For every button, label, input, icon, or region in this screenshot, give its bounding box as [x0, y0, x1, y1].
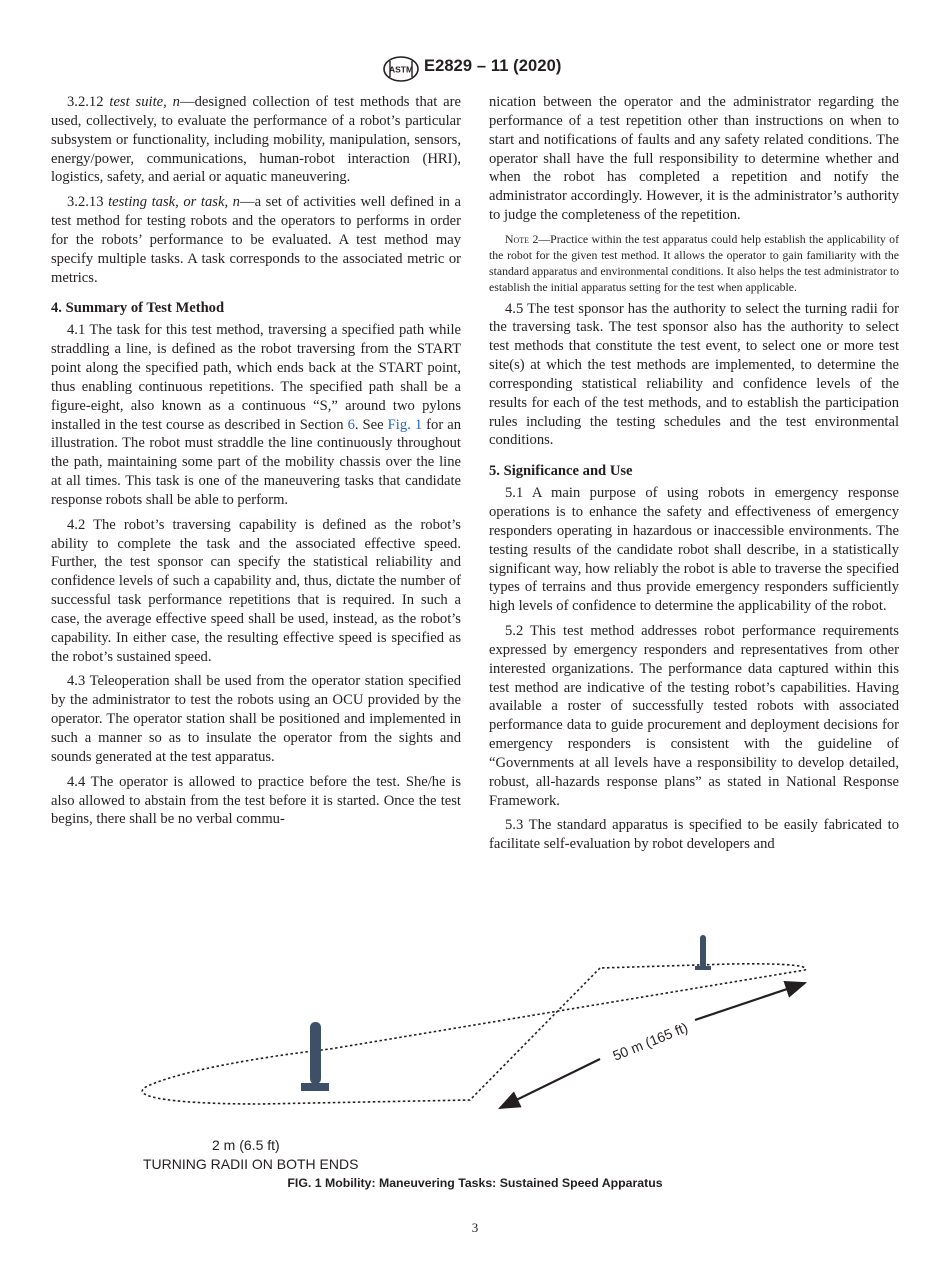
paragraph-4-4-end: nication between the operator and the administrator regarding the performance of a test repetition other than instructions on when to start and notifications of faults and any safety related conditions. The operator shall have the full responsibility to determine whether and when the robot has completed a repetition and notify the administrator accordingly. However, it is the administrator’s authority to judge the completeness of the repetition.	[489, 94, 899, 224]
paragraph-5-3-start: 5.3 The standard apparatus is specified to be easily fabricated to facilitate self-evaluation by robot developers and	[489, 817, 899, 853]
paragraph-4-2: 4.2 The robot’s traversing capability is defined as the robot’s ability to complete the task and the associated effective speed. Further, the test sponsor can specify the statistical reliability and confidence levels of such a capability and, thus, dictate the number of successful task performance repetitions that is required. In such a case, the average effective speed shall be used, instead, as the robot’s capability. In either case, the resulting effective speed is specified as the robot’s sustained speed.	[51, 516, 461, 665]
section-4-heading: 4. Summary of Test Method	[51, 300, 225, 317]
right-column	[489, 93, 899, 854]
section-6-link[interactable]: 6	[347, 416, 355, 433]
figure-eight-path	[142, 964, 806, 1104]
svg-text:ASTM: ASTM	[388, 64, 414, 75]
note-2: Note 2—Practice within the test apparatus could help establish the applicability of the robot for the given test method. It allows the operator to gain familiarity with the standard apparatus and environmental conditions. It also helps the test administrator to establish the initial apparatus setting for the test when applicable.	[489, 231, 899, 294]
figure-1-diagram	[0, 925, 950, 1185]
page-header	[0, 56, 950, 82]
page-number: 3	[471, 1220, 479, 1235]
left-pylon-base	[301, 1083, 329, 1091]
right-pylon-base	[695, 966, 711, 970]
paragraph-4-4-start: 4.4 The operator is allowed to practice before the test. She/he is also allowed to abstain from the test before it is started. Once the test begins, there shall be no verbal commu-	[51, 773, 461, 828]
paragraph-4-1: 4.1 The task for this test method, traversing a specified path while straddling a line, is defined as the robot traversing from the START point along the specified path, which ends back at the START point, thus enabling continuous repetitions. The specified path shall be a figure-eight, also known as a continuous “S,” around two pylons installed in the test course as described in Section 6. See Fig. 1 for an illustration. The robot must straddle the line continuously throughout the path, maintaining some part of the mobility chassis over the line at all times. This task is one of the maneuvering tasks that candidate response robots shall be able to perform.	[51, 322, 462, 508]
left-pylon	[301, 1022, 329, 1091]
distance-arrow-lower	[500, 1059, 600, 1108]
paragraph-5-1: 5.1 A main purpose of using robots in emergency response operations is to enhance the safety and effectiveness of emergency responders operating in hazardous or inaccessible environments. The testing results of the candidate robot shall describe, in a statistically significant way, how reliably the robot is able to traverse the specified types of terrains and thus provide emergency responders sufficiently high levels of confidence to determine the applicability of the robot.	[489, 485, 899, 615]
figure-caption: FIG. 1 Mobility: Maneuvering Tasks: Sustained Speed Apparatus	[287, 1176, 663, 1190]
radius-label: 2 m (6.5 ft)	[212, 1137, 280, 1153]
left-column	[51, 93, 461, 829]
fig-1-link[interactable]: Fig. 1	[387, 416, 423, 433]
paragraph-4-5: 4.5 The test sponsor has the authority to select the turning radii for the traversing task. The test sponsor also has the authority to select test methods that constitute the test event, to select one or more test site(s) at which the test methods are implemented, to determine the corresponding statistical reliability and confidence levels of the results for each of the test methods, and to establish the participation rules including the testing schedules and the test environmental conditions.	[489, 300, 899, 449]
distance-arrow-upper	[695, 983, 805, 1020]
paragraph-3-2-12: 3.2.12 test suite, n—designed collection of test methods that are used, collectively, to evaluate the performance of a robot’s particular subsystem or functionality, including mobility, manipulation, sensors, energy/power, communications, human-robot interaction (HRI), logistics, safety, and aerial or aquatic maneuvering.	[51, 94, 461, 186]
paragraph-4-3: 4.3 Teleoperation shall be used from the operator station specified by the administrator to test the robots using an OCU provided by the operator. The operator station shall be positioned and implemented in such a manner so as to insulate the operator from the sights and sounds generated at the test apparatus.	[51, 673, 461, 765]
document-designation: E2829 – 11 (2020)	[424, 57, 562, 75]
paragraph-3-2-13: 3.2.13 testing task, or task, n—a set of activities well defined in a test method for testing robots and the operators to performs in order for the robots’ performance to be evaluated. A test method may specify multiple tasks. A task corresponds to the associated metric or metrics.	[51, 194, 461, 286]
left-pylon-post	[310, 1022, 321, 1084]
paragraph-5-2: 5.2 This test method addresses robot performance requirements expressed by emergency responders and representatives from other interested organizations. The performance data captured within this test method are indicative of the testing robot’s capabilities. Having available a roster of successfully tested robots with associated performance data to guide procurement and deployment decisions for emergency responders is consistent with the guideline of “Governments at all levels have a responsibility to develop detailed, robust, all-hazards response plans” as stated in National Response Framework.	[489, 623, 899, 809]
distance-label: 50 m (165 ft)	[610, 1019, 690, 1064]
section-5-heading: 5. Significance and Use	[489, 463, 633, 480]
right-pylon-post	[700, 935, 706, 968]
astm-logo	[381, 56, 421, 82]
radius-caption: TURNING RADII ON BOTH ENDS	[143, 1156, 359, 1172]
